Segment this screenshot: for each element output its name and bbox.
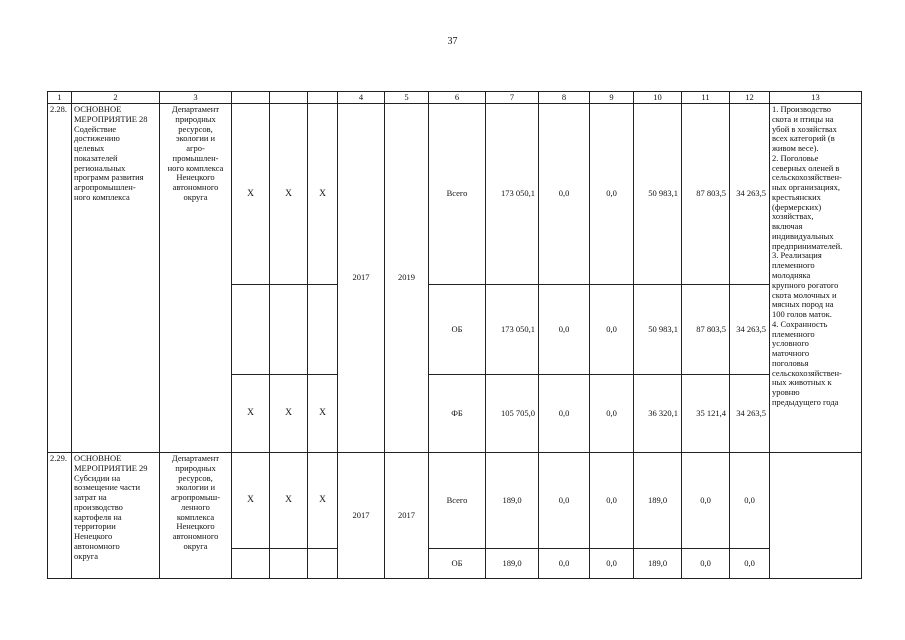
year-start: 2017: [338, 453, 385, 579]
page-number: 37: [447, 36, 458, 47]
activity-name: ОСНОВНОЕ МЕРОПРИЯТИЕ 29 Субсидии на возмещение части затрат на производство картофеля на территории Ненецкого автономного округа: [72, 453, 160, 579]
amount-col10: 50 983,1: [634, 285, 682, 375]
column-header: 1: [48, 92, 72, 104]
x-mark: X: [232, 375, 270, 453]
column-header-row: [48, 92, 862, 104]
column-header: 11: [682, 92, 730, 104]
column-header: [308, 92, 338, 104]
amount-col10: 36 320,1: [634, 375, 682, 453]
amount-col8: 0,0: [539, 453, 590, 549]
x-mark: X: [308, 453, 338, 549]
column-header: 13: [770, 92, 862, 104]
amount-col8: 0,0: [539, 375, 590, 453]
x-mark: X: [308, 375, 338, 453]
amount-col12: 0,0: [730, 549, 770, 579]
column-header: 7: [486, 92, 539, 104]
amount-total: 189,0: [486, 453, 539, 549]
x-mark: [270, 285, 308, 375]
column-header: 9: [590, 92, 634, 104]
amount-col10: 189,0: [634, 549, 682, 579]
x-mark: [308, 285, 338, 375]
funding-source: Всего: [429, 104, 486, 285]
amount-col12: 34 263,5: [730, 375, 770, 453]
expected-result: [770, 453, 862, 579]
column-header: 2: [72, 92, 160, 104]
expected-result: 1. Производство скота и птицы на убой в хозяйствах всех категорий (в живом весе). 2. Поголовье северных оленей в сельскохозяйствен- ных организациях, крестьянских (фермерских) хозяйствах, включая индивидуальных предпринимателей. 3. Реализация племенного молодняка крупного рогатого скота молочных и мясных пород на 100 голов маток. 4. Сохранность племенного условного маточного поголовья сельскохозяйствен- ных животных к уровню предыдущего года: [770, 104, 862, 453]
funding-source: Всего: [429, 453, 486, 549]
x-mark: X: [232, 104, 270, 285]
amount-col10: 189,0: [634, 453, 682, 549]
funding-source: ОБ: [429, 549, 486, 579]
x-mark: [232, 549, 270, 579]
column-header: 12: [730, 92, 770, 104]
column-header: [232, 92, 270, 104]
table-row: [48, 453, 862, 549]
amount-total: 105 705,0: [486, 375, 539, 453]
amount-total: 189,0: [486, 549, 539, 579]
amount-col11: 87 803,5: [682, 104, 730, 285]
amount-col9: 0,0: [590, 375, 634, 453]
x-mark: X: [270, 104, 308, 285]
x-mark: X: [308, 104, 338, 285]
activity-code: 2.28.: [48, 104, 72, 453]
column-header: [270, 92, 308, 104]
activity-executor: Департамент природных ресурсов, экологии и агро- промышлен- ного комплекса Ненецкого автономного округа: [160, 104, 232, 453]
amount-total: 173 050,1: [486, 285, 539, 375]
column-header: 8: [539, 92, 590, 104]
column-header: 6: [429, 92, 486, 104]
amount-col11: 35 121,4: [682, 375, 730, 453]
amount-total: 173 050,1: [486, 104, 539, 285]
amount-col11: 87 803,5: [682, 285, 730, 375]
x-mark: X: [270, 375, 308, 453]
column-header: 10: [634, 92, 682, 104]
program-activities-table: [47, 91, 862, 579]
x-mark: [232, 285, 270, 375]
amount-col11: 0,0: [682, 453, 730, 549]
year-start: 2017: [338, 104, 385, 453]
amount-col12: 34 263,5: [730, 285, 770, 375]
x-mark: X: [232, 453, 270, 549]
amount-col8: 0,0: [539, 285, 590, 375]
amount-col12: 34 263,5: [730, 104, 770, 285]
funding-source: ОБ: [429, 285, 486, 375]
year-end: 2019: [385, 104, 429, 453]
funding-source: ФБ: [429, 375, 486, 453]
amount-col9: 0,0: [590, 549, 634, 579]
amount-col11: 0,0: [682, 549, 730, 579]
amount-col8: 0,0: [539, 104, 590, 285]
x-mark: [270, 549, 308, 579]
activity-name: ОСНОВНОЕ МЕРОПРИЯТИЕ 28 Содействие достижению целевых показателей региональных программ развития агропромышлен- ного комплекса: [72, 104, 160, 453]
activity-code: 2.29.: [48, 453, 72, 579]
table-row: [48, 104, 862, 285]
x-mark: X: [270, 453, 308, 549]
amount-col8: 0,0: [539, 549, 590, 579]
amount-col9: 0,0: [590, 453, 634, 549]
amount-col12: 0,0: [730, 453, 770, 549]
year-end: 2017: [385, 453, 429, 579]
amount-col9: 0,0: [590, 104, 634, 285]
column-header: 3: [160, 92, 232, 104]
column-header: 5: [385, 92, 429, 104]
x-mark: [308, 549, 338, 579]
amount-col9: 0,0: [590, 285, 634, 375]
column-header: 4: [338, 92, 385, 104]
amount-col10: 50 983,1: [634, 104, 682, 285]
activity-executor: Департамент природных ресурсов, экологии и агропромыш- ленного комплекса Ненецкого автономного округа: [160, 453, 232, 579]
